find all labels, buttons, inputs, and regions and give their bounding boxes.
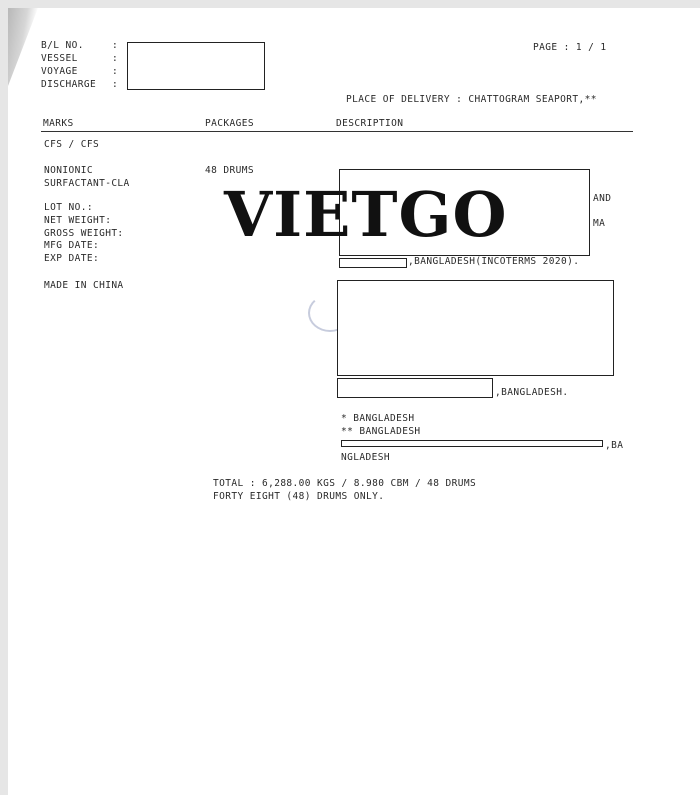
description-fragment-ma: MA bbox=[593, 218, 606, 229]
page-number: PAGE : 1 / 1 bbox=[533, 42, 607, 53]
colon: : bbox=[112, 40, 119, 51]
total-line: TOTAL : 6,288.00 KGS / 8.980 CBM / 48 DRUMS bbox=[213, 478, 477, 489]
vessel-label: VESSEL bbox=[41, 53, 78, 64]
mfg-date-label: MFG DATE: bbox=[44, 240, 100, 251]
column-packages: PACKAGES bbox=[205, 118, 254, 129]
description-fragment-and: AND bbox=[593, 193, 612, 204]
header-rule bbox=[41, 131, 633, 132]
cfs-mark: CFS / CFS bbox=[44, 139, 100, 150]
product-line-1: NONIONIC bbox=[44, 165, 93, 176]
voyage-label: VOYAGE bbox=[41, 66, 78, 77]
total-words-line: FORTY EIGHT (48) DRUMS ONLY. bbox=[213, 491, 385, 502]
package-quantity: 48 DRUMS bbox=[205, 165, 254, 176]
star-bangladesh-1: * BANGLADESH bbox=[341, 413, 415, 424]
redaction-box-small-3 bbox=[341, 440, 603, 447]
made-in-china: MADE IN CHINA bbox=[44, 280, 124, 291]
colon: : bbox=[112, 66, 119, 77]
exp-date-label: EXP DATE: bbox=[44, 253, 100, 264]
page-fold-shadow bbox=[8, 8, 38, 86]
bangladesh-line: ,BANGLADESH. bbox=[495, 387, 569, 398]
ba-fragment: ,BA bbox=[605, 440, 624, 451]
column-marks: MARKS bbox=[43, 118, 74, 129]
place-of-delivery: PLACE OF DELIVERY : CHATTOGRAM SEAPORT,** bbox=[346, 94, 597, 105]
ngladesh-fragment: NGLADESH bbox=[341, 452, 390, 463]
redaction-box-description-2 bbox=[337, 280, 614, 376]
star-bangladesh-2: ** BANGLADESH bbox=[341, 426, 421, 437]
colon: : bbox=[112, 53, 119, 64]
discharge-label: DISCHARGE bbox=[41, 79, 97, 90]
column-description: DESCRIPTION bbox=[336, 118, 404, 129]
bl-no-label: B/L NO. bbox=[41, 40, 84, 51]
redaction-box-small-2 bbox=[337, 378, 493, 398]
lot-no-label: LOT NO.: bbox=[44, 202, 93, 213]
redaction-box-header bbox=[127, 42, 265, 90]
redaction-box-small-1 bbox=[339, 258, 407, 268]
gross-weight-label: GROSS WEIGHT: bbox=[44, 228, 124, 239]
product-line-2: SURFACTANT-CLA bbox=[44, 178, 130, 189]
net-weight-label: NET WEIGHT: bbox=[44, 215, 112, 226]
incoterms-line: ,BANGLADESH(INCOTERMS 2020). bbox=[408, 256, 580, 267]
bill-of-lading-page bbox=[8, 8, 700, 795]
vietgo-watermark-logo: VIETGO bbox=[224, 178, 508, 251]
colon: : bbox=[112, 79, 119, 90]
